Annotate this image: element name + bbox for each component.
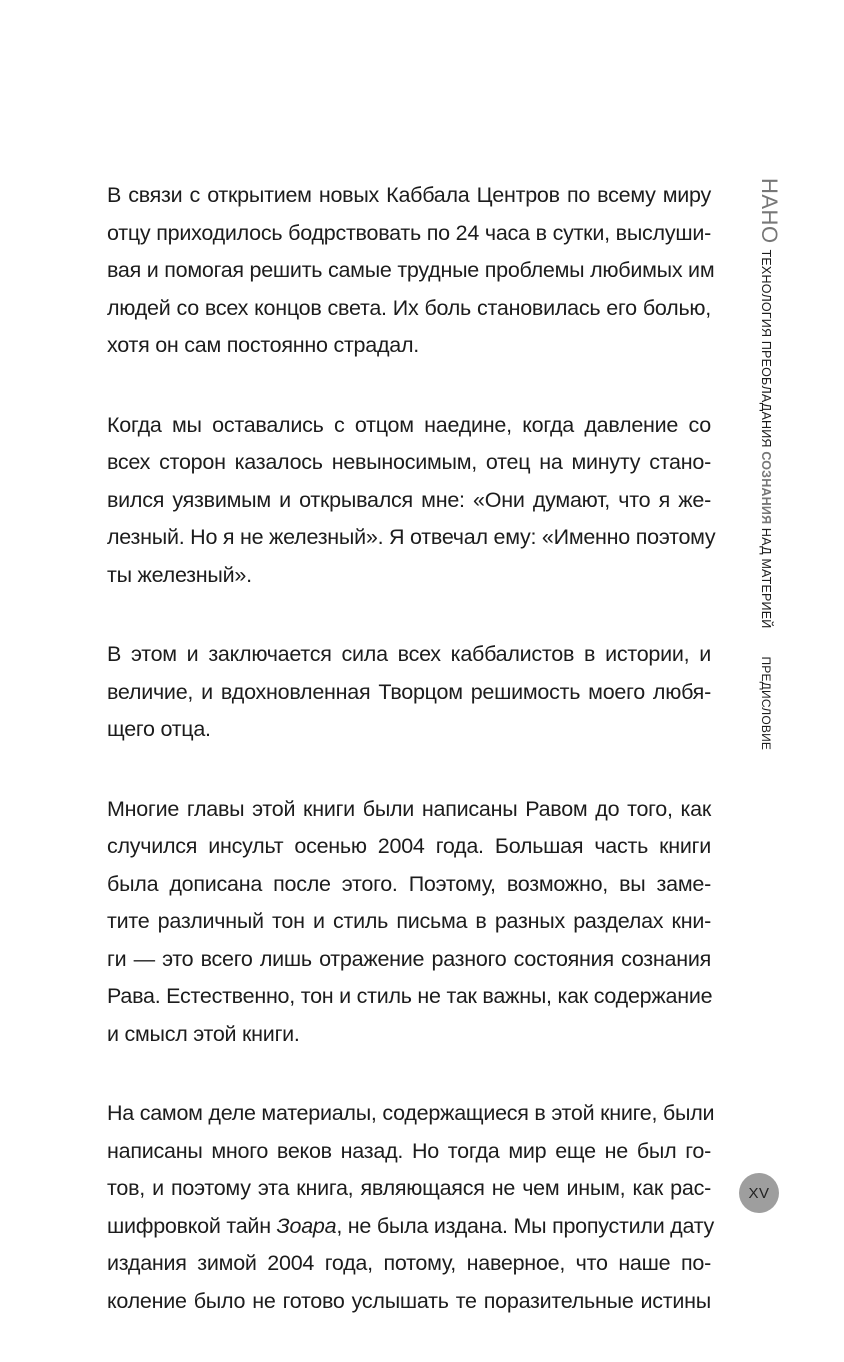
text-line: отцу приходилось бодрствовать по 24 часа в сутки, выслуши-: [107, 220, 711, 245]
text-line: случился инсульт осенью 2004 года. Большая часть книги: [107, 834, 711, 858]
text-line: всех сторон казалось невыносимым, отец на минуту стано-: [107, 450, 711, 474]
paragraph-4: [107, 791, 711, 1054]
text-line: ги — это всего лишь отражение разного состояния сознания: [107, 946, 711, 971]
paragraph-3: [107, 636, 711, 749]
text-line: лезный. Но я не железный». Я отвечал ему: «Именно поэтому: [107, 525, 716, 549]
text-line: хотя он сам постоянно страдал.: [107, 333, 419, 357]
text-line: На самом деле материалы, содержащиеся в этой книге, были: [107, 1101, 715, 1125]
text-line: написаны много веков назад. Но тогда мир еще не был го-: [107, 1138, 711, 1163]
text-line: коление было не готово услышать те поразительные истины: [107, 1288, 711, 1313]
text-line: издания зимой 2004 года, потому, наверное, что наше по-: [107, 1251, 711, 1275]
subtitle-part: ТЕХНОЛОГИЯ ПРЕОБЛАДАНИЯ: [759, 249, 773, 452]
running-header-subtitle: [759, 250, 773, 629]
text-line: вился уязвимым и открывался мне: «Они думают, что я же-: [107, 487, 711, 512]
text-line: ты железный».: [107, 562, 252, 587]
page-number-badge: XV: [739, 1173, 779, 1213]
body-text: [107, 177, 716, 1362]
subtitle-part: НАД МАТЕРИЕЙ: [759, 524, 773, 629]
text-line: Многие главы этой книги были написаны Равом до того, как: [107, 796, 711, 821]
paragraph-1: [107, 177, 715, 365]
text-line: величие, и вдохновленная Творцом решимость моего любя-: [107, 679, 711, 704]
text-line: щего отца.: [107, 717, 211, 741]
running-header-rotated: [756, 178, 782, 750]
text-line: была дописана после этого. Поэтому, возможно, вы заме-: [107, 871, 711, 896]
text-line: Рава. Естественно, тон и стиль не так важны, как содержание: [107, 984, 713, 1008]
text-line: и смысл этой книги.: [107, 1021, 300, 1046]
text-line: тите различный тон и стиль письма в разных разделах кни-: [107, 909, 711, 933]
paragraph-5: [107, 1095, 715, 1320]
text-run: шифровкой тайн: [107, 1213, 277, 1238]
subtitle-accent: СОЗНАНИЯ: [759, 451, 773, 525]
text-run: , не была издана. Мы пропустили дату: [336, 1213, 715, 1238]
text-line: В связи с открытием новых Каббала Центров по всему миру: [107, 183, 711, 207]
running-header-title: НАНО: [757, 178, 782, 244]
running-header-section: ПРЕДИСЛОВИЕ: [759, 656, 773, 751]
running-header: [752, 178, 782, 758]
text-line-with-italic: [107, 1208, 715, 1246]
text-line: тов, и поэтому эта книга, являющаяся не чем иным, как рас-: [107, 1176, 711, 1200]
italic-title-zohar: Зоара: [276, 1213, 337, 1238]
text-line: Когда мы оставались с отцом наедине, когда давление со: [107, 412, 711, 437]
text-line: вая и помогая решить самые трудные проблемы любимых им: [107, 258, 715, 282]
text-line: людей со всех концов света. Их боль становилась его болью,: [107, 295, 711, 320]
paragraph-2: [107, 407, 716, 595]
text-line: В этом и заключается сила всех каббалистов в истории, и: [107, 642, 711, 666]
